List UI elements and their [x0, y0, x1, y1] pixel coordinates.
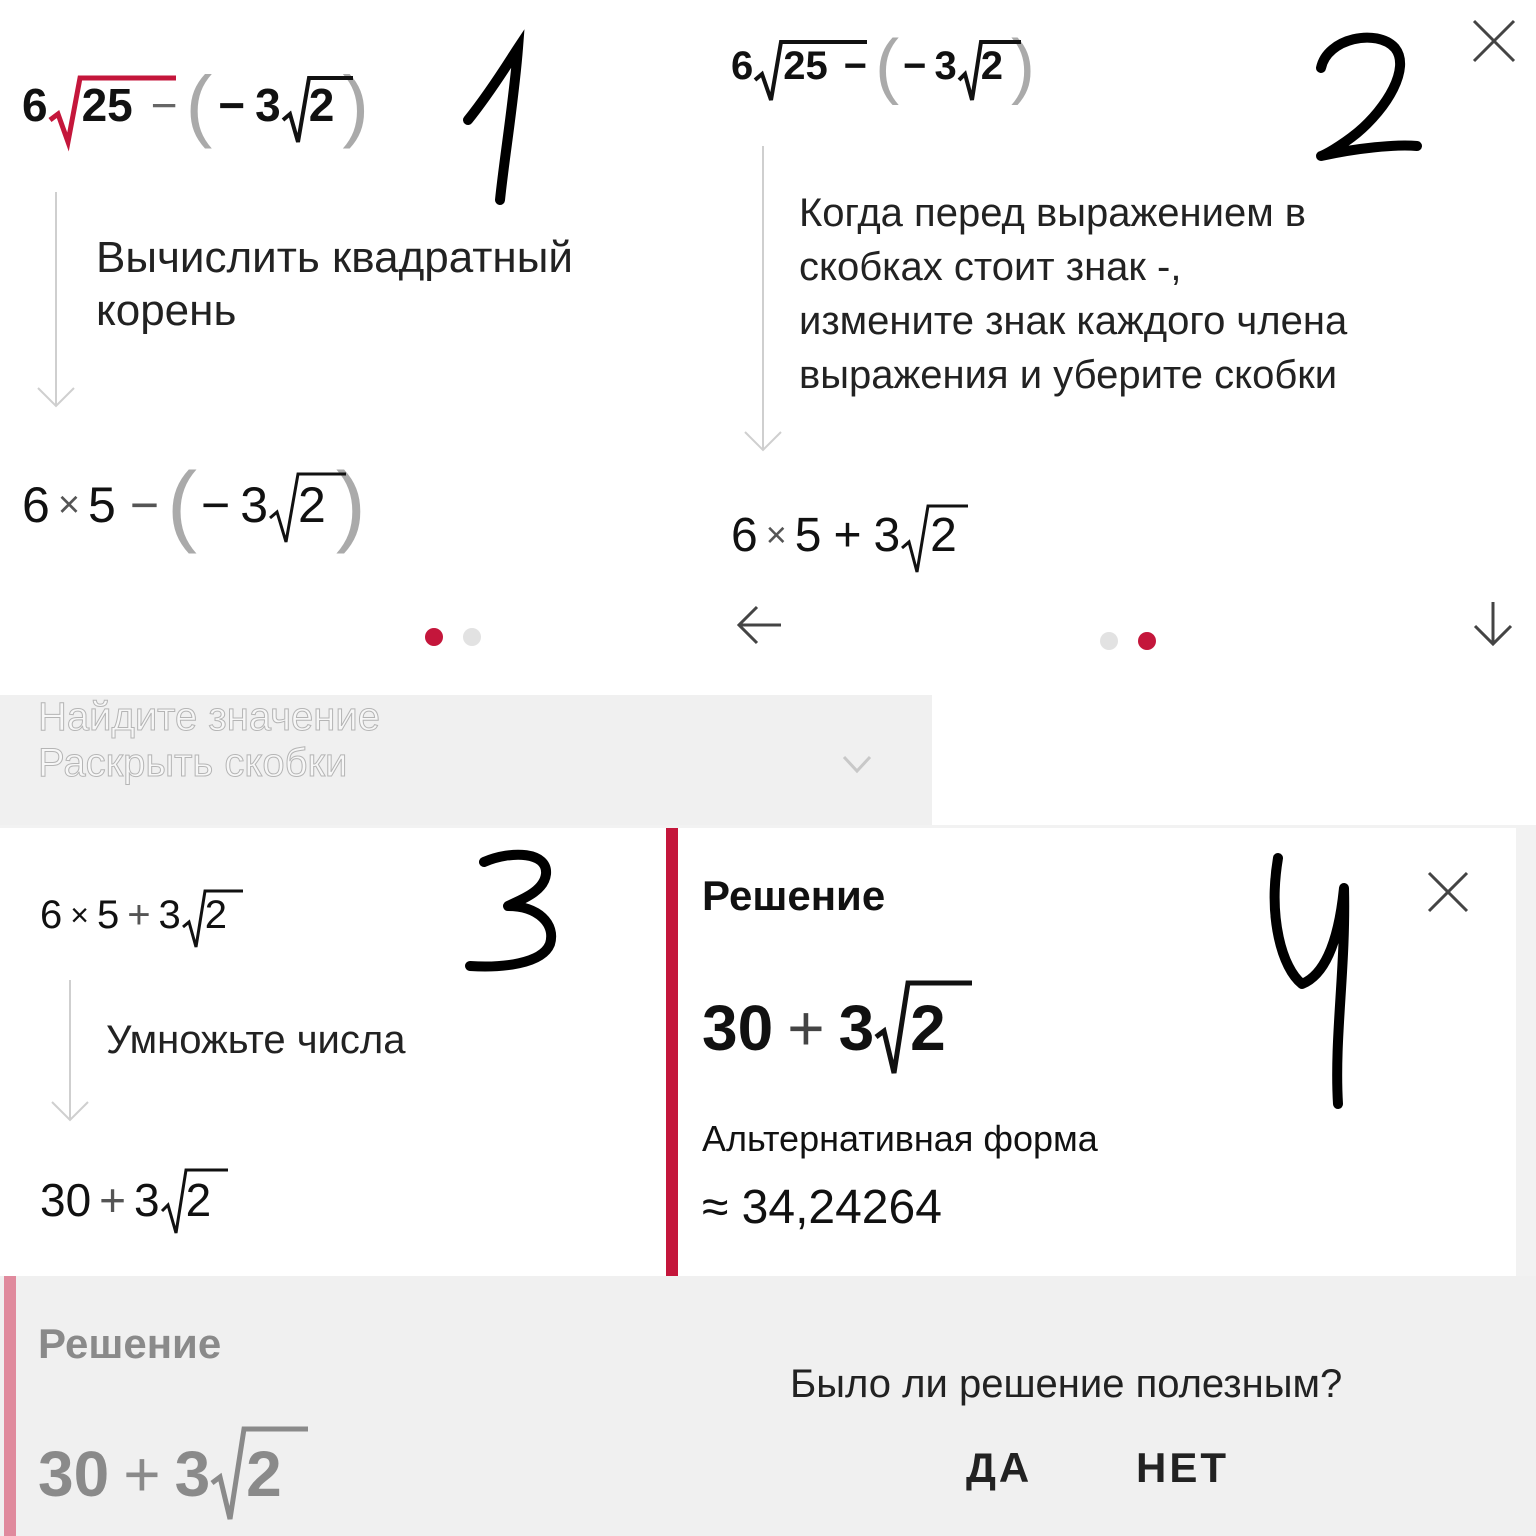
plus-sign: +	[787, 992, 825, 1064]
inner-coef: 3	[240, 477, 269, 533]
times-sign: ×	[70, 896, 89, 933]
background-header	[0, 695, 932, 825]
radicand: 25	[783, 43, 828, 88]
step1-expression	[22, 60, 369, 150]
pager-dot-active[interactable]	[1138, 632, 1156, 650]
number: 30	[38, 1438, 110, 1510]
feedback-no-button[interactable]: НЕТ	[1136, 1444, 1229, 1491]
radicand: 25	[81, 79, 133, 131]
times-sign: ×	[765, 514, 787, 555]
solution-result	[702, 978, 946, 1078]
sqrt-2	[957, 44, 1003, 89]
alternative-form-label: Альтернативная форма	[702, 1118, 1098, 1159]
factor-a: 6	[22, 477, 50, 533]
radical-sign	[181, 887, 245, 951]
radical-sign	[900, 500, 970, 576]
inner-coef: 3	[255, 79, 281, 131]
inner-coef: 3	[934, 43, 957, 88]
alternative-form-value: ≈ 34,24264	[702, 1181, 942, 1234]
minus-sign: −	[150, 79, 178, 131]
radical-sign	[753, 36, 868, 106]
inner-sign: −	[903, 43, 927, 88]
coef: 6	[731, 43, 754, 88]
step-card-1	[0, 0, 695, 695]
radical-sign	[210, 1423, 310, 1523]
sqrt-2	[160, 1173, 212, 1227]
close-icon[interactable]	[1426, 870, 1470, 914]
inner-sign: −	[201, 477, 231, 533]
right-paren: )	[342, 60, 369, 149]
radical-sign	[268, 466, 348, 550]
sqrt-2	[281, 78, 335, 132]
step2-description	[799, 186, 1499, 402]
right-paren: )	[335, 454, 366, 555]
step2-line4: выражения и уберите скобки	[799, 353, 1338, 397]
right-paren: )	[1010, 26, 1035, 106]
radical-sign	[160, 1165, 230, 1237]
coef: 3	[174, 1438, 211, 1510]
sqrt-2	[268, 476, 326, 534]
pager-dot[interactable]	[463, 628, 481, 646]
step3-description: Умножьте числа	[106, 1018, 406, 1062]
faded-solution-title: Решение	[38, 1320, 222, 1367]
background-blank	[932, 695, 1536, 825]
factor-a: 6	[731, 508, 758, 562]
times-sign: ×	[57, 483, 81, 526]
left-paren: (	[167, 454, 198, 555]
factor-b: 5	[88, 477, 116, 533]
solution-accent-bar	[666, 828, 678, 1276]
number: 30	[40, 1174, 92, 1226]
minus-sign: −	[843, 43, 868, 88]
faded-solution-result	[38, 1424, 282, 1524]
step2-line2: скобках стоит знак -,	[799, 245, 1182, 289]
step3-result	[40, 1162, 211, 1238]
plus-sign: +	[99, 1174, 127, 1226]
coef: 3	[838, 992, 875, 1064]
coef: 3	[134, 1174, 160, 1226]
sqrt-25	[753, 44, 828, 89]
feedback-question: Было ли решение полезным?	[790, 1362, 1343, 1406]
step-arrow	[50, 980, 90, 1125]
radical-sign	[874, 977, 974, 1077]
step3-expression	[40, 880, 227, 950]
factor-b: 5	[96, 892, 120, 937]
pager-dot[interactable]	[1100, 632, 1118, 650]
solution-title: Решение	[702, 872, 886, 919]
radical-sign	[48, 70, 178, 150]
factor-b: 5	[794, 508, 822, 562]
find-value-label: Найдите значение	[38, 695, 380, 739]
close-icon[interactable]	[1471, 18, 1517, 64]
coef: 3	[873, 508, 901, 562]
plus-sign: +	[833, 508, 862, 562]
handwritten-step-number-2	[1307, 28, 1427, 168]
pager-dots	[1100, 632, 1156, 650]
handwritten-step-number-3	[462, 844, 562, 974]
pager-dots	[425, 628, 481, 646]
plus-sign: +	[127, 892, 151, 937]
sqrt-25	[48, 78, 133, 132]
step2-line3: измените знак каждого члена	[799, 299, 1348, 343]
radicand: 2	[185, 1174, 212, 1226]
solution-card	[666, 828, 1516, 1276]
radicand: 2	[930, 508, 957, 562]
step2-line1: Когда перед выражением в	[799, 191, 1307, 235]
sqrt-2	[181, 893, 227, 938]
minus-sign: −	[129, 477, 160, 533]
solution-card-faded	[0, 1276, 1536, 1536]
arrow-left-icon[interactable]	[735, 605, 785, 645]
coef: 3	[158, 892, 181, 937]
inner-radicand: 2	[308, 79, 335, 131]
inner-radicand: 2	[298, 477, 326, 533]
radicand: 2	[204, 892, 228, 937]
step-card-2	[695, 0, 1536, 695]
arrow-down-icon[interactable]	[1473, 600, 1513, 650]
step1-result	[22, 455, 366, 555]
sqrt-2	[210, 1437, 282, 1511]
coef: 6	[22, 79, 48, 131]
step-card-3	[0, 828, 666, 1276]
left-paren: (	[875, 26, 900, 106]
handwritten-step-number-1	[462, 40, 542, 210]
inner-sign: −	[218, 79, 246, 131]
radical-sign	[957, 36, 1023, 106]
number: 30	[702, 992, 774, 1064]
radicand: 2	[246, 1438, 282, 1510]
radicand: 2	[910, 992, 946, 1064]
feedback-yes-button[interactable]: ДА	[966, 1444, 1033, 1491]
step-arrow	[743, 146, 783, 456]
radical-sign	[281, 70, 356, 150]
handwritten-step-number-4	[1262, 848, 1372, 1118]
chevron-down-icon[interactable]	[842, 755, 872, 775]
step2-expression	[731, 26, 1035, 106]
factor-a: 6	[40, 892, 63, 937]
faded-accent-bar	[4, 1276, 16, 1536]
step1-description: Вычислить квадратный корень	[96, 233, 573, 335]
pager-dot-active[interactable]	[425, 628, 443, 646]
inner-radicand: 2	[980, 43, 1003, 88]
sqrt-2	[900, 508, 957, 563]
expand-brackets-label: Раскрыть скобки	[38, 741, 348, 785]
plus-sign: +	[123, 1438, 161, 1510]
sqrt-2	[874, 991, 946, 1065]
step2-result	[731, 490, 957, 580]
left-paren: (	[185, 60, 213, 149]
step-arrow	[36, 192, 76, 412]
